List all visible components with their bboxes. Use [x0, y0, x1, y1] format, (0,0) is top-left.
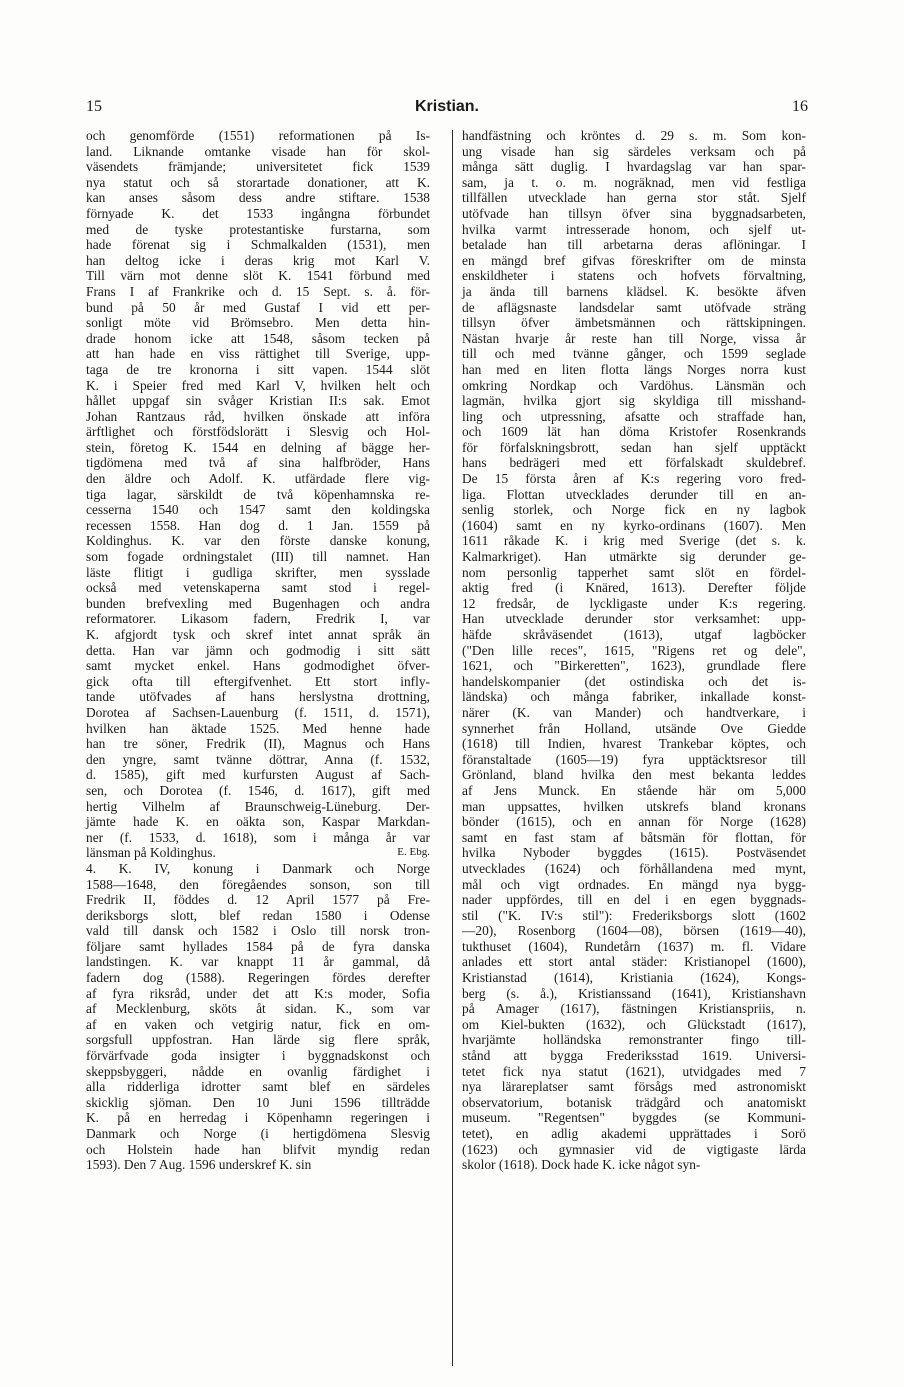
right-column-line: Kristianstad (1614), Kristiania (1624), Kongs-: [462, 970, 806, 986]
left-column-line: 1593). Den 7 Aug. 1596 underskref K. sin: [86, 1157, 312, 1173]
left-column-line: Frans I af Frankrike och d. 15 Sept. s. å. för-: [86, 283, 430, 299]
right-column-line: tillfällen utvecklade han gerna stor ståt. Sjelf: [462, 190, 806, 206]
right-column-line: en mängd bref gifvas föreskrifter om de minsta: [462, 252, 806, 268]
right-column-line: senlig storlek, och Norge fick en ny lagbok: [462, 502, 806, 518]
left-column-line: land. Liknande omtanke visade han för skol-: [86, 143, 430, 159]
left-column-line: hertig Vilhelm af Braunschweig-Lüneburg. Der-: [86, 798, 430, 814]
right-column-line: samt en fast stam af båtsmän för flottan, för: [462, 829, 806, 845]
left-column-line: K. afgjordt tysk och skref intet annat språk än: [86, 627, 430, 642]
left-column-line: jämte hade K. en oäkta son, Kaspar Markdan-: [86, 814, 430, 830]
right-column-line: utvecklades (1624) och förhållandena med mynt,: [462, 860, 806, 876]
right-column-line: ("Den lille reces", 1615, "Rigens ret og dele",: [462, 642, 806, 658]
left-column-line: af Mecklenburg, sköts åt sidan. K., som var: [86, 1001, 430, 1017]
right-column-line: skolor (1618). Dock hade K. icke något syn-: [462, 1157, 701, 1173]
left-column-line: alla ridderliga idrotter samt blef en särdeles: [86, 1079, 430, 1095]
left-column-line: bund på 50 år med Gustaf I vid ett per-: [86, 299, 430, 315]
right-column-line: utöfvade han tillsyn öfver sina byggnadsarbeten,: [462, 205, 806, 221]
right-column-line: och 1609 lät han döma Kristofer Rosenkrands: [462, 424, 806, 440]
left-column-line: skeppsbyggeri, nådde en ovanlig färdighet i: [86, 1063, 430, 1079]
right-column-line: tetet fick nya statut (1621), utvidgades med 7: [462, 1063, 806, 1079]
right-column-line: Grönland, bland hvilka den mest bekanta leddes: [462, 767, 806, 783]
left-column-line: K. i Speier fred med Karl V, hvilken helt och: [86, 377, 430, 393]
left-column-line: d. 1585), gift med kurfursten August af Sach-: [86, 767, 430, 783]
right-column-line: ja ända till barnens klädsel. K. besökte äfven: [462, 283, 806, 299]
left-column-line: ner (f. 1533, d. 1618), som i många år var: [86, 829, 430, 845]
right-column-line: handfästning och kröntes d. 29 s. m. Som kon-: [462, 128, 806, 143]
right-column-line: mål och vigt ordnades. En mängd nya bygg-: [462, 876, 806, 892]
author-signature: E. Ebg.: [397, 846, 430, 859]
left-column-line: taga de tre kronorna i sitt vapen. 1544 slöt: [86, 361, 430, 377]
left-column-line: Johan Rantzaus råd, hvilken önskade att införa: [86, 408, 430, 424]
right-column-line: betalade han till arbetarna deras aflöningar. I: [462, 237, 806, 253]
right-column-line: för förfalskningsbrott, sedan han sjelf upptäckt: [462, 439, 806, 455]
left-column-line: ärftlighet och förstfödslorätt i Slesvig och Hol-: [86, 424, 430, 440]
left-column-line: bunden brefvexling med Bugenhagen och andra: [86, 595, 430, 611]
right-column-line: stånd att bygga Frederiksstad 1619. Universi-: [462, 1048, 806, 1064]
left-column-line: nya statut och så storartade donationer, att K.: [86, 174, 430, 190]
left-column-line: som fogade ordningstalet (III) till namnet. Han: [86, 549, 430, 565]
left-column-line: K. på en herredag i Köpenhamn regeringen i: [86, 1110, 430, 1126]
right-column-line: lagmän, hvilka gjort sig skyldiga till misshand-: [462, 393, 806, 409]
running-header: [86, 98, 808, 122]
left-column-line: sen, och Dorotea (f. 1546, d. 1617), gift med: [86, 782, 430, 798]
left-column-line: kan anses såsom dess andre stiftare. 1538: [86, 190, 430, 206]
left-column-line: gick ofta till eftergifvenhet. Ett stort infly-: [86, 673, 430, 689]
right-column-line: närer (K. van Mander) och handtverkare, i: [462, 704, 806, 720]
right-column-line: (1623) och gymnasier vid de vigtigaste lärda: [462, 1141, 806, 1157]
left-column-line: cesserna 1540 och 1547 samt den koldingska: [86, 502, 430, 518]
right-column-line: ling och utpressning, afsatte och straffade han,: [462, 408, 806, 424]
left-column-line: och genomförde (1551) reformationen på Is-: [86, 128, 430, 143]
left-column-line: hade förenat sig i Schmalkalden (1531), men: [86, 237, 430, 253]
left-column-line: skicklig sjöman. Den 10 Juni 1596 tillträdde: [86, 1094, 430, 1110]
left-column-line: vald till dansk och 1582 i Oslo till norsk tron-: [86, 923, 430, 939]
left-column-line: den yngre, samt tvänne döttrar, Anna (f. 1532,: [86, 751, 430, 767]
left-column-line: Dorotea af Sachsen-Lauenburg (f. 1511, d. 1571),: [86, 704, 430, 720]
left-column-line: han tre söner, Fredrik (II), Magnus och Hans: [86, 736, 430, 752]
left-column-line: stein, företog K. 1544 en delning af bägge her-: [86, 439, 430, 455]
left-column-line: af fyra riksråd, under det att K:s moder, Sofia: [86, 985, 430, 1001]
right-column-line: hvilka Nyboder byggdes (1615). Postväsendet: [462, 845, 806, 861]
right-column-line: nya lärareplatser samt försågs med astronomiskt: [462, 1079, 806, 1095]
left-column-line: och Holstein hade han blifvit myndig redan: [86, 1141, 430, 1157]
left-column-line: läste flitigt i gudliga skrifter, men sysslade: [86, 564, 430, 580]
right-column-line: tillsyn öfver ämbetsmännen och rättskipningen.: [462, 315, 806, 331]
left-column-line: detta. Han var jämn och godmodig i sitt sätt: [86, 642, 430, 658]
left-column-line: 1588—1648, den föregåendes sonson, son till: [86, 876, 430, 892]
running-title: Kristian.: [414, 98, 479, 115]
left-column-line: den äldre och Adolf. K. utfärdade flere vig-: [86, 471, 430, 487]
left-column-line: fadern dog (1588). Regeringen fördes derefter: [86, 970, 430, 986]
right-column-line: många sätt duglig. I hvardagslag var han spar-: [462, 159, 806, 175]
right-column-line: sam, ja t. o. m. nogräknad, men vid festliga: [462, 174, 806, 190]
left-column-line: följare samt hyllades 1584 på de fyra danska: [86, 938, 430, 954]
right-column-line: —20), Rosenborg (1604—08), börsen (1619—40),: [462, 923, 806, 939]
right-column-line: observatorium, botanisk trädgård och anatomiskt: [462, 1094, 806, 1110]
right-column-line: anlades ett stort antal städer: Kristianopel (1600),: [462, 954, 806, 970]
right-column-line: liga. Flottan utvecklades derunder till en an-: [462, 486, 806, 502]
right-column-line: handelskompanier (det ostindiska och det is-: [462, 673, 806, 689]
right-column-line: Kalmarkriget). Han utmärkte sig derunder ge-: [462, 549, 806, 565]
right-column-line: omkring Nordkap och Vardöhus. Länsmän och: [462, 377, 806, 393]
right-column-line: (1604) samt en ny kyrko-ordinans (1607). Men: [462, 517, 806, 533]
right-column-line: museum. "Regentsen" byggdes (se Kommuni-: [462, 1110, 806, 1126]
left-column-line: Fredrik II, föddes d. 12 April 1577 på Fre-: [86, 892, 430, 908]
right-column-line: tetet), en adlig akademi upprättades i Sorö: [462, 1126, 806, 1141]
right-column-line: De 15 första åren af K:s regering voro fred-: [462, 471, 806, 487]
left-column-line: väsendets främjande; universitetet fick 1539: [86, 159, 430, 175]
right-column-line: af Jens Munck. En stående här om 5,000: [462, 782, 806, 798]
page-number-right: 16: [792, 98, 808, 115]
right-column-line: enskildheter i statens och hofvets förvaltning,: [462, 268, 806, 284]
left-column-line: recessen 1558. Han dog d. 1 Jan. 1559 på: [86, 517, 430, 533]
right-column-line: till och med tvänne gånger, och 1599 seglade: [462, 346, 806, 362]
left-column-line: deriksborgs slott, blef redan 1580 i Odense: [86, 907, 430, 923]
right-column-line: aktig fred (i Knäred, 1613). Derefter följde: [462, 580, 806, 596]
page-number-left: 15: [86, 98, 102, 115]
left-column-line: hvilken han äktade 1525. Med henne hade: [86, 720, 430, 736]
left-column-line: tigdömena med två af sina halfbröder, Hans: [86, 455, 430, 471]
left-column-line: Danmark och Norge (i hertigdömena Slesvig: [86, 1126, 430, 1141]
right-column-line: man uppsattes, hvilken utskrefs bland kronans: [462, 798, 806, 814]
left-column-line: samt mycket enkel. Hans godmodighet öfver-: [86, 658, 430, 674]
right-column-line: häfde skråväsendet (1613), utgaf lagböcker: [462, 627, 806, 642]
left-column-line: sorgsfull uppfostran. Han lärde sig flere språk,: [86, 1032, 430, 1048]
left-column-line: landstingen. K. var knappt 11 år gammal, då: [86, 954, 430, 970]
left-column-line: länsman på Koldinghus. E. Ebg.: [86, 845, 430, 861]
left-column-line: Till värn mot denne slöt K. 1541 förbund med: [86, 268, 430, 284]
left-column-line: också med vetenskaperna samt stod i regel-: [86, 580, 430, 596]
left-column-line: förnyade K. det 1533 ingångna förbundet: [86, 205, 430, 221]
left-column-line: förvärfvade goda insigter i byggnadskonst och: [86, 1048, 430, 1064]
right-column-line: 1611 råkade K. i krig med Sverige (det s. k.: [462, 533, 806, 549]
right-column-line: stil ("K. IV:s stil"): Frederiksborgs slott (1602: [462, 907, 806, 923]
right-column-line: (1618) till Indien, hvarest Trankebar köptes, och: [462, 736, 806, 752]
left-column-line: hållet uppgaf sin svåger Kristian II:s sak. Emot: [86, 393, 430, 409]
right-column-line: bönder (1615), och en annan för Norge (1628): [462, 814, 806, 830]
right-column-line: Nästan hvarje år reste han till Norge, vissa år: [462, 330, 806, 346]
left-column-line: 4. K. IV, konung i Danmark och Norge: [86, 860, 430, 876]
left-column-line: sonligt möte vid Brömsebro. Men detta hin-: [86, 315, 430, 331]
column-divider: [452, 130, 453, 1366]
left-column-line: tiga lagar, särskildt de två köpenhamnska re-: [86, 486, 430, 502]
left-column-line: af en vaken och vetgirig natur, fick en om-: [86, 1016, 430, 1032]
right-column-line: ländska) och många fabriker, inkallade konst-: [462, 689, 806, 705]
right-column-line: nom personlig tapperhet samt slöt en fördel-: [462, 564, 806, 580]
right-column-line: han med en liten flotta längs Norges norra kust: [462, 361, 806, 377]
right-column-line: 12 fredsår, de lyckligaste under K:s regering.: [462, 595, 806, 611]
right-column-line: 1621, och "Birkeretten", 1623), grundlade flere: [462, 658, 806, 674]
right-column-line: berg (s. å.), Kristianssand (1641), Kristianshavn: [462, 985, 806, 1001]
right-column-line: på Amager (1617), fästningen Kristianspriis, n.: [462, 1001, 806, 1017]
right-column-line: synnerhet från Holland, utsände Ove Giedde: [462, 720, 806, 736]
right-column-line: ung visade han sig särdeles verksam och på: [462, 143, 806, 159]
left-column-line: tande utöfvades af hans herslystna drottning,: [86, 689, 430, 705]
right-column-line: nader uppfördes, till en del i en egen byggnads-: [462, 892, 806, 908]
right-column-line: tukthuset (1604), Rundetårn (1637) m. fl. Vidare: [462, 938, 806, 954]
left-column-line: drade honom icke att 1548, såsom tecken på: [86, 330, 430, 346]
right-column-line: föranstaltade (1605—19) fyra upptäcktsresor till: [462, 751, 806, 767]
right-column-line: om Kiel-bukten (1632), och Glückstadt (1617),: [462, 1016, 806, 1032]
right-column-line: hans bedrägeri med ett förfalskadt skuldebref.: [462, 455, 806, 471]
left-column-line: Koldinghus. K. var den förste danske konung,: [86, 533, 430, 549]
left-column-line: att han hade en viss rättighet till Sverige, upp-: [86, 346, 430, 362]
right-column-line: de aflägsnaste landsdelar samt utöfvade sträng: [462, 299, 806, 315]
right-column-line: Han utvecklade derunder stor verksamhet: upp-: [462, 611, 806, 627]
right-column-line: hvarjämte holländska remonstranter fingo till-: [462, 1032, 806, 1048]
right-column-line: hvilka varmt intresserade honom, och sjelf ut-: [462, 221, 806, 237]
left-column-line: med de tyske protestantiske furstarna, som: [86, 221, 430, 237]
left-column: [86, 128, 430, 1173]
right-column: [462, 128, 806, 1173]
left-column-line: reformatorer. Likasom fadern, Fredrik I, var: [86, 611, 430, 627]
left-column-line: han deltog icke i deras krig mot Karl V.: [86, 252, 430, 268]
